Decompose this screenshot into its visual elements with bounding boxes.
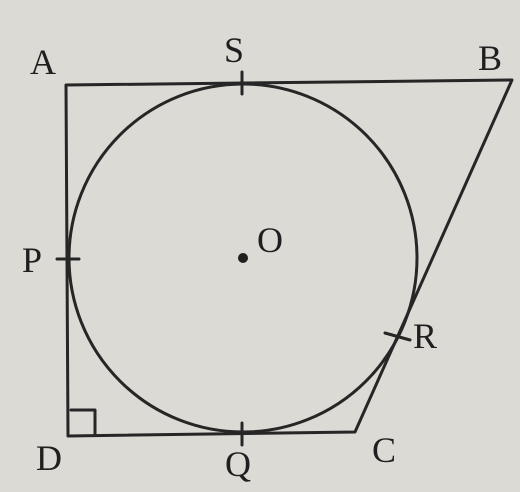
label-s: S — [224, 30, 245, 70]
label-q: Q — [225, 444, 251, 484]
label-b: B — [478, 38, 503, 78]
label-c: C — [372, 430, 397, 470]
label-a: A — [30, 42, 56, 82]
center-point — [238, 253, 248, 263]
label-d: D — [36, 438, 62, 478]
label-o: O — [257, 220, 283, 260]
label-p: P — [22, 240, 43, 280]
label-r: R — [413, 316, 438, 356]
